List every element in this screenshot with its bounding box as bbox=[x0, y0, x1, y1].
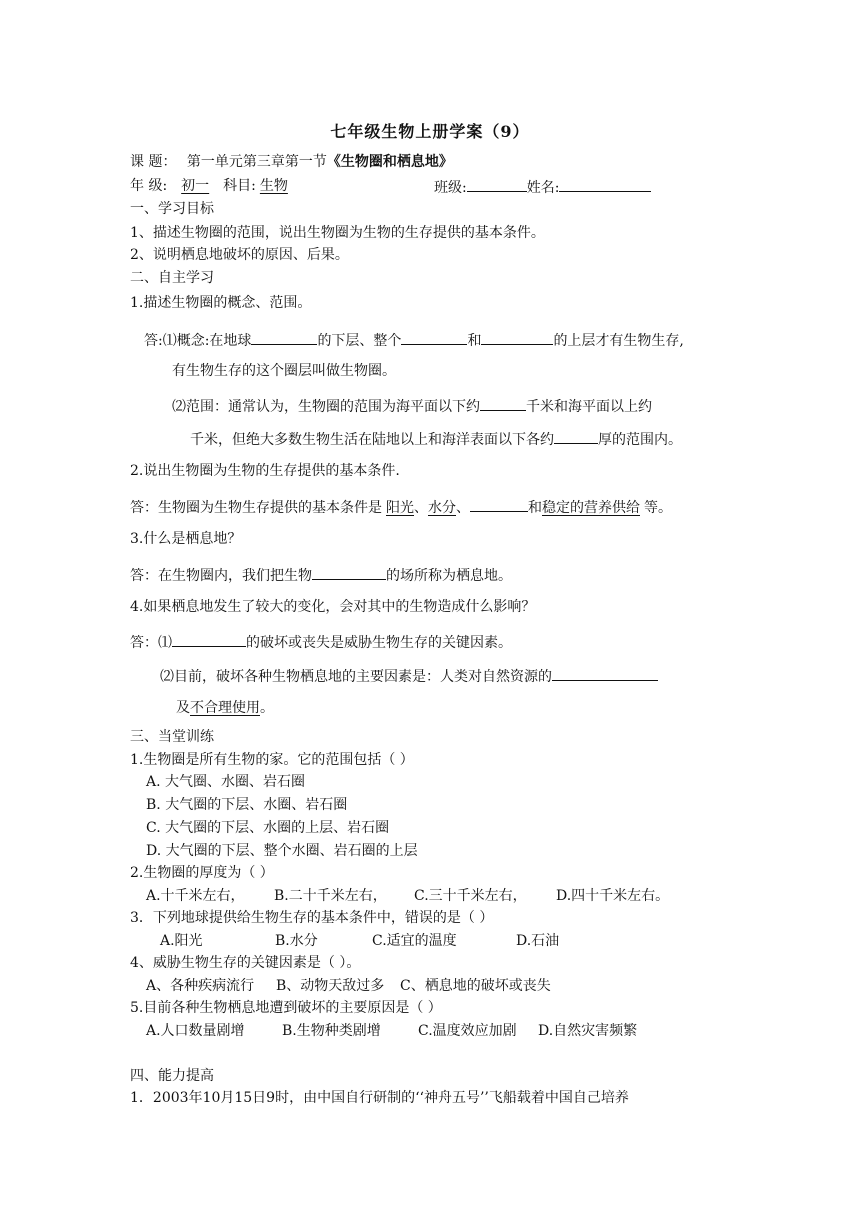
topic-bold: 《生物圈和栖息地》 bbox=[326, 154, 453, 170]
answer-underlined: 水分 bbox=[428, 500, 456, 516]
answer-blank[interactable] bbox=[401, 330, 467, 345]
answer-line bbox=[190, 429, 682, 449]
name-blank[interactable] bbox=[559, 177, 651, 192]
grade-label: 年 级: bbox=[130, 178, 168, 194]
goal-item: 2、说明栖息地破坏的原因、后果。 bbox=[130, 247, 349, 263]
option: A.十千米左右， bbox=[146, 888, 245, 904]
answer-text: 的上层才有生物生存, bbox=[553, 333, 684, 349]
answer-text: 和 bbox=[467, 333, 482, 349]
answer-blank[interactable] bbox=[480, 396, 526, 411]
answer-text: 、 bbox=[414, 500, 428, 516]
answer-text: ⑵目前，破坏各种生物栖息地的主要因素是：人类对自然资源的 bbox=[160, 669, 552, 685]
topic-label: 课 题： bbox=[130, 154, 177, 170]
option: B.水分 bbox=[275, 933, 318, 949]
answer-text: 、 bbox=[456, 500, 470, 516]
question: 2.说出生物圈为生物的生存提供的基本条件. bbox=[130, 463, 400, 479]
answer-blank[interactable] bbox=[172, 632, 246, 647]
answer-text: 和 bbox=[528, 500, 542, 516]
answer-underlined: 不合理使用 bbox=[190, 700, 260, 716]
answer-line bbox=[176, 699, 274, 717]
answer-line bbox=[130, 497, 672, 517]
answer-line bbox=[172, 396, 652, 416]
option: D.四十千米左右。 bbox=[556, 888, 670, 904]
option: C. 大气圈的下层、水圈的上层、岩石圈 bbox=[146, 820, 390, 836]
option: C.三十千米左右， bbox=[414, 888, 527, 904]
answer-text: 的下层、整个 bbox=[317, 333, 402, 349]
class-label: 班级: bbox=[434, 180, 467, 196]
question: 3．下列地球提供给生物生存的基本条件中，错误的是（ ） bbox=[130, 910, 494, 926]
question: 5.目前各种生物栖息地遭到破坏的主要原因是（ ） bbox=[130, 1000, 442, 1016]
option: C.温度效应加剧 bbox=[418, 1023, 517, 1039]
option: B.二十千米左右， bbox=[274, 888, 387, 904]
answer-blank[interactable] bbox=[470, 497, 528, 512]
section-heading: 二、自主学习 bbox=[130, 270, 214, 286]
option: A. 大气圈、水圈、岩石圈 bbox=[146, 774, 306, 790]
option: A.阳光 bbox=[160, 933, 203, 949]
topic-line bbox=[130, 153, 453, 171]
option: B. 大气圈的下层、水圈、岩石圈 bbox=[146, 797, 348, 813]
answer-blank[interactable] bbox=[481, 330, 553, 345]
answer-line: 有生物生存的这个圈层叫做生物圈。 bbox=[172, 363, 396, 379]
answer-line bbox=[130, 565, 512, 585]
answer-blank[interactable] bbox=[251, 330, 317, 345]
answer-line bbox=[160, 666, 658, 686]
answer-text: 等。 bbox=[644, 500, 672, 516]
subject-value: 生物 bbox=[259, 178, 288, 194]
answer-text: 千米，但绝大多数生物生活在陆地以上和海洋表面以下各约 bbox=[190, 432, 554, 448]
answer-text: 答：在生物圈内，我们把生物 bbox=[130, 568, 312, 584]
question: 3.什么是栖息地？ bbox=[130, 531, 242, 547]
answer-text: 答：生物圈为生物生存提供的基本条件是 bbox=[130, 500, 382, 516]
option: D.自然灾害频繁 bbox=[538, 1023, 638, 1039]
section-heading: 一、学习目标 bbox=[130, 201, 214, 217]
question: 4、威胁生物生存的关键因素是（ ）。 bbox=[130, 955, 361, 971]
goal-item: 1、描述生物圈的范围，说出生物圈为生物的生存提供的基本条件。 bbox=[130, 225, 545, 241]
answer-blank[interactable] bbox=[554, 429, 598, 444]
question: 2.生物圈的厚度为（ ） bbox=[130, 865, 274, 881]
option: A.人口数量剧增 bbox=[146, 1023, 245, 1039]
class-name-line bbox=[434, 177, 651, 197]
answer-blank[interactable] bbox=[552, 666, 658, 681]
answer-text: 千米和海平面以上约 bbox=[526, 399, 652, 415]
option: B、动物天敌过多 bbox=[276, 978, 385, 994]
class-blank[interactable] bbox=[467, 177, 527, 192]
option: D.石油 bbox=[516, 933, 560, 949]
answer-line bbox=[144, 330, 684, 350]
grade-line bbox=[130, 177, 308, 195]
question: 1.描述生物圈的概念、范围。 bbox=[130, 295, 312, 311]
section-heading: 四、能力提高 bbox=[130, 1068, 214, 1084]
section-heading: 三、当堂训练 bbox=[130, 729, 214, 745]
subject-label: 科目: bbox=[223, 178, 256, 194]
answer-blank[interactable] bbox=[312, 565, 386, 580]
answer-line bbox=[130, 632, 512, 652]
answer-text: 的场所称为栖息地。 bbox=[386, 568, 512, 584]
answer-underlined: 阳光 bbox=[386, 500, 414, 516]
option: D. 大气圈的下层、整个水圈、岩石圈的上层 bbox=[146, 843, 418, 859]
topic-text: 第一单元第三章第一节 bbox=[186, 154, 327, 170]
option: B.生物种类剧增 bbox=[282, 1023, 381, 1039]
page-title: 七年级生物上册学案（9） bbox=[330, 122, 530, 141]
question: 1．2003年10月15日9时，由中国自行研制的‘‘神舟五号’’飞船载着中国自己培养 bbox=[130, 1090, 629, 1106]
answer-text: ⑵范围：通常认为，生物圈的范围为海平面以下约 bbox=[172, 399, 480, 415]
answer-text: 。 bbox=[260, 700, 274, 716]
answer-text: 及 bbox=[176, 700, 190, 716]
answer-text: 厚的范围内。 bbox=[598, 432, 682, 448]
grade-value: 初一 bbox=[181, 178, 210, 194]
name-label: 姓名: bbox=[526, 180, 560, 196]
answer-underlined: 稳定的营养供给 bbox=[542, 500, 640, 516]
answer-text: 答:⑴概念:在地球 bbox=[144, 333, 252, 349]
question: 1.生物圈是所有生物的家。它的范围包括（ ） bbox=[130, 752, 414, 768]
answer-text: 答：⑴ bbox=[130, 635, 172, 651]
option: A、各种疾病流行 bbox=[146, 978, 255, 994]
answer-text: 的破坏或丧失是威胁生物生存的关键因素。 bbox=[246, 635, 512, 651]
option: C、栖息地的破坏或丧失 bbox=[400, 978, 551, 994]
option: C.适宜的温度 bbox=[372, 933, 457, 949]
question: 4.如果栖息地发生了较大的变化，会对其中的生物造成什么影响？ bbox=[130, 599, 536, 615]
